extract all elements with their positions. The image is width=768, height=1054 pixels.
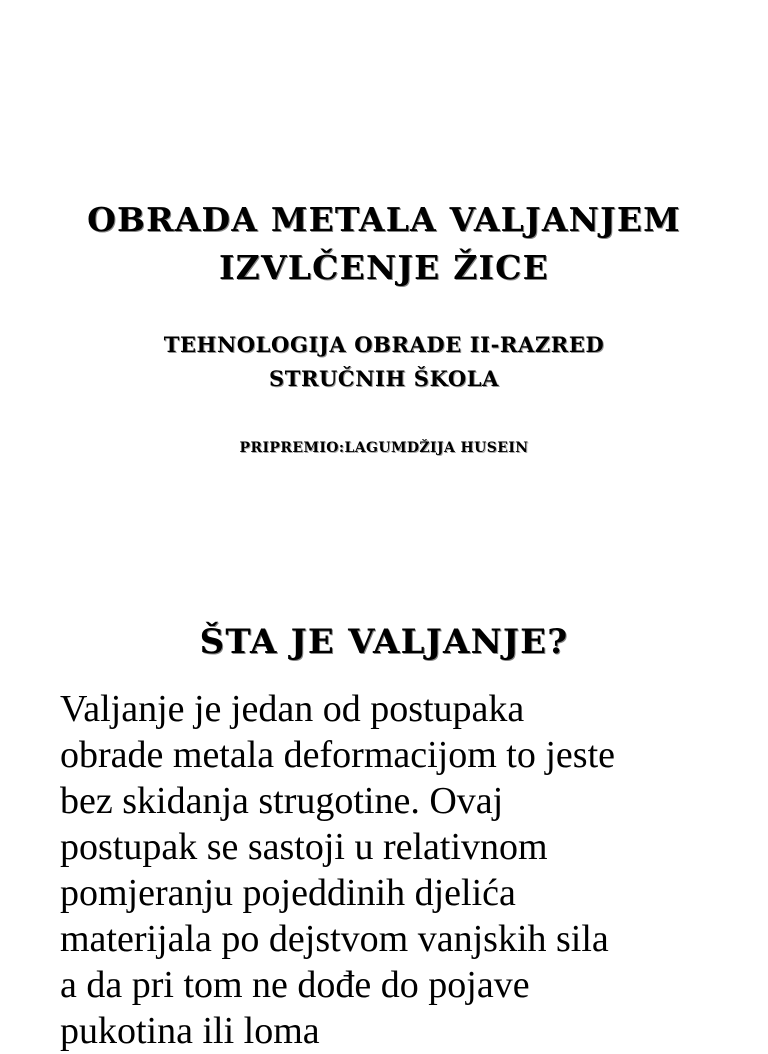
body-line: obrade metala deformacijom to jeste	[60, 734, 615, 776]
section-heading: ŠTA JE VALJANJE?	[199, 622, 569, 662]
subtitle	[0, 328, 768, 396]
body-line: Valjanje je jedan od postupaka	[60, 688, 525, 730]
title-slide	[0, 196, 768, 292]
main-title-line-2: IZVLČENJE ŽICE	[219, 248, 549, 287]
subtitle-line-1: TEHNOLOGIJA OBRADE II-RAZRED	[163, 332, 605, 357]
body-line: bez skidanja strugotine. Ovaj	[60, 780, 504, 822]
body-line: pomjeranju pojeddinih djelića	[60, 872, 516, 914]
body-line: a da pri tom ne dođe do pojave	[60, 964, 530, 1006]
body-paragraph	[60, 686, 720, 1054]
body-line: materijala po dejstvom vanjskih sila	[60, 918, 609, 960]
subtitle-line-2: STRUČNIH ŠKOLA	[268, 366, 500, 391]
author-credit: PRIPREMIO:LAGUMDŽIJA HUSEIN	[239, 440, 529, 456]
main-title-line-1: OBRADA METALA VALJANJEM	[87, 200, 681, 239]
body-line: postupak se sastoji u relativnom	[60, 826, 548, 868]
body-line: pukotina ili loma	[60, 1010, 320, 1052]
